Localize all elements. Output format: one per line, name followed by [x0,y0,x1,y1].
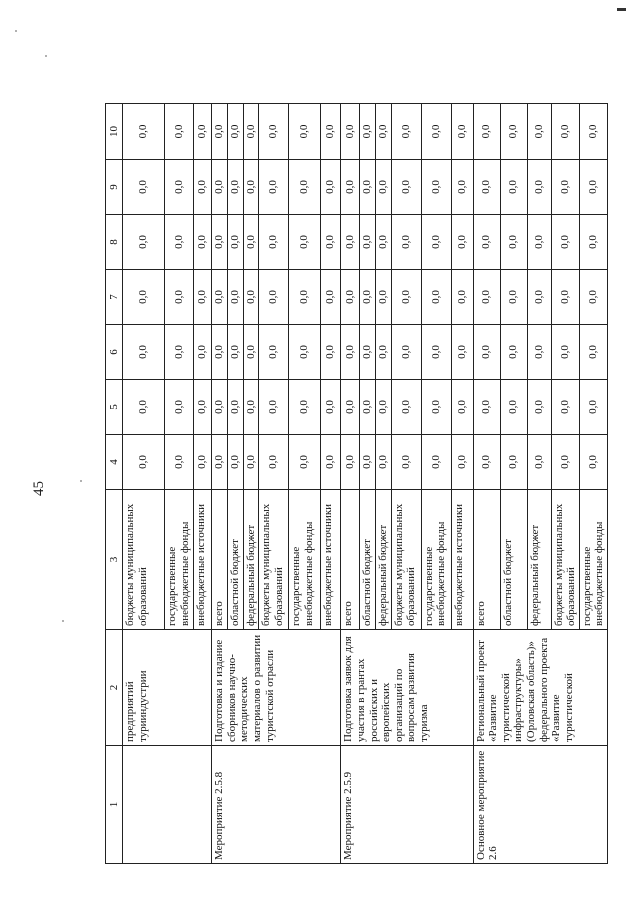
value-cell-col-6: 0,0 [527,325,551,380]
value-cell-col-6: 0,0 [123,325,165,380]
value-cell-col-6: 0,0 [194,325,212,380]
funding-source-cell: внебюджетные источники [451,490,473,630]
value-cell-col-10: 0,0 [360,104,376,160]
value-cell-col-9: 0,0 [341,160,360,215]
funding-table [105,103,608,864]
value-cell-col-10: 0,0 [341,104,360,160]
activity-name-cell: предприятий турииндустрии [123,630,212,746]
value-cell-col-6: 0,0 [500,325,527,380]
value-cell-col-5: 0,0 [375,380,391,435]
value-cell-col-7: 0,0 [228,270,244,325]
activity-name-cell: Подготовка заявок для участия в грантах российских и европейских организаций по вопросам развития туризма [341,630,473,746]
value-cell-col-7: 0,0 [527,270,551,325]
activity-name-cell: Подготовка и издание сборников научно-методических материалов о развитии туристской отрасли [212,630,341,746]
rotated-table-wrapper [105,104,606,864]
value-cell-col-8: 0,0 [243,215,259,270]
value-cell-col-7: 0,0 [579,270,607,325]
value-cell-col-4: 0,0 [579,435,607,490]
column-header-9: 9 [106,160,123,215]
table-body [123,104,608,864]
value-cell-col-6: 0,0 [551,325,579,380]
value-cell-col-8: 0,0 [375,215,391,270]
scan-edge-mark [617,8,626,11]
table-row [341,104,360,864]
value-cell-col-9: 0,0 [259,160,289,215]
value-cell-col-6: 0,0 [259,325,289,380]
value-cell-col-10: 0,0 [321,104,341,160]
value-cell-col-5: 0,0 [289,380,321,435]
value-cell-col-4: 0,0 [228,435,244,490]
value-cell-col-9: 0,0 [228,160,244,215]
value-cell-col-8: 0,0 [451,215,473,270]
value-cell-col-9: 0,0 [194,160,212,215]
column-header-10: 10 [106,104,123,160]
value-cell-col-6: 0,0 [165,325,194,380]
value-cell-col-4: 0,0 [243,435,259,490]
value-cell-col-7: 0,0 [473,270,500,325]
value-cell-col-8: 0,0 [259,215,289,270]
value-cell-col-10: 0,0 [123,104,165,160]
value-cell-col-5: 0,0 [321,380,341,435]
column-header-4: 4 [106,435,123,490]
value-cell-col-6: 0,0 [289,325,321,380]
value-cell-col-8: 0,0 [551,215,579,270]
value-cell-col-4: 0,0 [500,435,527,490]
value-cell-col-9: 0,0 [551,160,579,215]
value-cell-col-6: 0,0 [212,325,228,380]
table-row [212,104,228,864]
funding-source-cell: всего [212,490,228,630]
scan-speck [80,480,82,482]
funding-source-cell: государственные внебюджетные фонды [421,490,451,630]
funding-source-cell: государственные внебюджетные фонды [579,490,607,630]
value-cell-col-7: 0,0 [500,270,527,325]
value-cell-col-5: 0,0 [194,380,212,435]
value-cell-col-9: 0,0 [500,160,527,215]
value-cell-col-4: 0,0 [473,435,500,490]
value-cell-col-9: 0,0 [360,160,376,215]
value-cell-col-6: 0,0 [421,325,451,380]
value-cell-col-4: 0,0 [451,435,473,490]
value-cell-col-10: 0,0 [391,104,421,160]
scan-speck [45,55,47,57]
value-cell-col-10: 0,0 [228,104,244,160]
value-cell-col-6: 0,0 [341,325,360,380]
value-cell-col-4: 0,0 [527,435,551,490]
scan-speck [62,620,64,622]
value-cell-col-8: 0,0 [123,215,165,270]
value-cell-col-5: 0,0 [421,380,451,435]
value-cell-col-7: 0,0 [341,270,360,325]
value-cell-col-7: 0,0 [451,270,473,325]
value-cell-col-8: 0,0 [527,215,551,270]
value-cell-col-10: 0,0 [212,104,228,160]
value-cell-col-7: 0,0 [375,270,391,325]
value-cell-col-6: 0,0 [375,325,391,380]
value-cell-col-8: 0,0 [321,215,341,270]
activity-id-cell: Основное мероприятие 2.6 [473,746,608,864]
funding-source-cell: бюджеты муниципальных образований [551,490,579,630]
value-cell-col-8: 0,0 [212,215,228,270]
value-cell-col-9: 0,0 [212,160,228,215]
funding-source-cell: федеральный бюджет [527,490,551,630]
value-cell-col-5: 0,0 [527,380,551,435]
value-cell-col-7: 0,0 [165,270,194,325]
value-cell-col-4: 0,0 [194,435,212,490]
funding-source-cell: бюджеты муниципальных образований [123,490,165,630]
value-cell-col-4: 0,0 [165,435,194,490]
value-cell-col-9: 0,0 [165,160,194,215]
value-cell-col-9: 0,0 [321,160,341,215]
value-cell-col-10: 0,0 [473,104,500,160]
funding-source-cell: всего [341,490,360,630]
value-cell-col-5: 0,0 [228,380,244,435]
value-cell-col-10: 0,0 [375,104,391,160]
value-cell-col-5: 0,0 [360,380,376,435]
value-cell-col-7: 0,0 [194,270,212,325]
value-cell-col-5: 0,0 [473,380,500,435]
scan-speck [15,30,17,32]
value-cell-col-4: 0,0 [551,435,579,490]
value-cell-col-9: 0,0 [391,160,421,215]
column-header-8: 8 [106,215,123,270]
value-cell-col-7: 0,0 [212,270,228,325]
value-cell-col-7: 0,0 [321,270,341,325]
value-cell-col-5: 0,0 [500,380,527,435]
value-cell-col-4: 0,0 [259,435,289,490]
value-cell-col-8: 0,0 [579,215,607,270]
value-cell-col-5: 0,0 [391,380,421,435]
value-cell-col-5: 0,0 [451,380,473,435]
value-cell-col-5: 0,0 [341,380,360,435]
value-cell-col-4: 0,0 [212,435,228,490]
value-cell-col-4: 0,0 [321,435,341,490]
value-cell-col-5: 0,0 [165,380,194,435]
value-cell-col-10: 0,0 [579,104,607,160]
funding-source-cell: всего [473,490,500,630]
value-cell-col-9: 0,0 [123,160,165,215]
value-cell-col-5: 0,0 [259,380,289,435]
value-cell-col-8: 0,0 [500,215,527,270]
value-cell-col-4: 0,0 [289,435,321,490]
value-cell-col-8: 0,0 [421,215,451,270]
value-cell-col-10: 0,0 [500,104,527,160]
value-cell-col-10: 0,0 [527,104,551,160]
value-cell-col-6: 0,0 [243,325,259,380]
value-cell-col-10: 0,0 [289,104,321,160]
column-header-6: 6 [106,325,123,380]
value-cell-col-7: 0,0 [391,270,421,325]
column-header-3: 3 [106,490,123,630]
value-cell-col-9: 0,0 [579,160,607,215]
table-row [473,104,500,864]
value-cell-col-8: 0,0 [341,215,360,270]
value-cell-col-10: 0,0 [165,104,194,160]
value-cell-col-4: 0,0 [360,435,376,490]
funding-source-cell: государственные внебюджетные фонды [165,490,194,630]
activity-id-cell: Мероприятие 2.5.9 [341,746,473,864]
value-cell-col-5: 0,0 [212,380,228,435]
value-cell-col-4: 0,0 [421,435,451,490]
value-cell-col-6: 0,0 [451,325,473,380]
value-cell-col-9: 0,0 [421,160,451,215]
value-cell-col-4: 0,0 [123,435,165,490]
value-cell-col-8: 0,0 [360,215,376,270]
value-cell-col-7: 0,0 [259,270,289,325]
value-cell-col-10: 0,0 [421,104,451,160]
value-cell-col-9: 0,0 [289,160,321,215]
value-cell-col-6: 0,0 [360,325,376,380]
value-cell-col-9: 0,0 [527,160,551,215]
value-cell-col-7: 0,0 [360,270,376,325]
funding-source-cell: федеральный бюджет [375,490,391,630]
funding-source-cell: внебюджетные источники [321,490,341,630]
value-cell-col-7: 0,0 [551,270,579,325]
funding-source-cell: бюджеты муниципальных образований [391,490,421,630]
value-cell-col-8: 0,0 [228,215,244,270]
column-header-7: 7 [106,270,123,325]
value-cell-col-7: 0,0 [123,270,165,325]
value-cell-col-9: 0,0 [473,160,500,215]
funding-source-cell: государственные внебюджетные фонды [289,490,321,630]
funding-source-cell: областной бюджет [360,490,376,630]
value-cell-col-6: 0,0 [579,325,607,380]
value-cell-col-6: 0,0 [321,325,341,380]
value-cell-col-5: 0,0 [123,380,165,435]
value-cell-col-10: 0,0 [194,104,212,160]
value-cell-col-10: 0,0 [243,104,259,160]
activity-name-cell: Региональный проект «Развитие туристической инфраструктуры» (Орловская область)» федерального проекта «Развитие туристической [473,630,608,746]
value-cell-col-9: 0,0 [451,160,473,215]
value-cell-col-9: 0,0 [375,160,391,215]
value-cell-col-10: 0,0 [451,104,473,160]
funding-source-cell: областной бюджет [500,490,527,630]
value-cell-col-7: 0,0 [421,270,451,325]
value-cell-col-4: 0,0 [341,435,360,490]
page-number: 45 [31,481,47,496]
value-cell-col-5: 0,0 [579,380,607,435]
column-header-2: 2 [106,630,123,746]
funding-source-cell: областной бюджет [228,490,244,630]
value-cell-col-4: 0,0 [375,435,391,490]
table-row [123,104,165,864]
activity-id-cell [123,746,212,864]
value-cell-col-4: 0,0 [391,435,421,490]
funding-source-cell: бюджеты муниципальных образований [259,490,289,630]
value-cell-col-9: 0,0 [243,160,259,215]
value-cell-col-8: 0,0 [165,215,194,270]
value-cell-col-6: 0,0 [473,325,500,380]
value-cell-col-7: 0,0 [243,270,259,325]
value-cell-col-5: 0,0 [551,380,579,435]
value-cell-col-7: 0,0 [289,270,321,325]
value-cell-col-10: 0,0 [551,104,579,160]
value-cell-col-10: 0,0 [259,104,289,160]
value-cell-col-8: 0,0 [289,215,321,270]
value-cell-col-6: 0,0 [228,325,244,380]
column-header-5: 5 [106,380,123,435]
column-header-1: 1 [106,746,123,864]
value-cell-col-6: 0,0 [391,325,421,380]
table-header [106,104,123,864]
value-cell-col-8: 0,0 [194,215,212,270]
funding-source-cell: федеральный бюджет [243,490,259,630]
value-cell-col-8: 0,0 [473,215,500,270]
activity-id-cell: Мероприятие 2.5.8 [212,746,341,864]
value-cell-col-8: 0,0 [391,215,421,270]
value-cell-col-5: 0,0 [243,380,259,435]
funding-source-cell: внебюджетные источники [194,490,212,630]
